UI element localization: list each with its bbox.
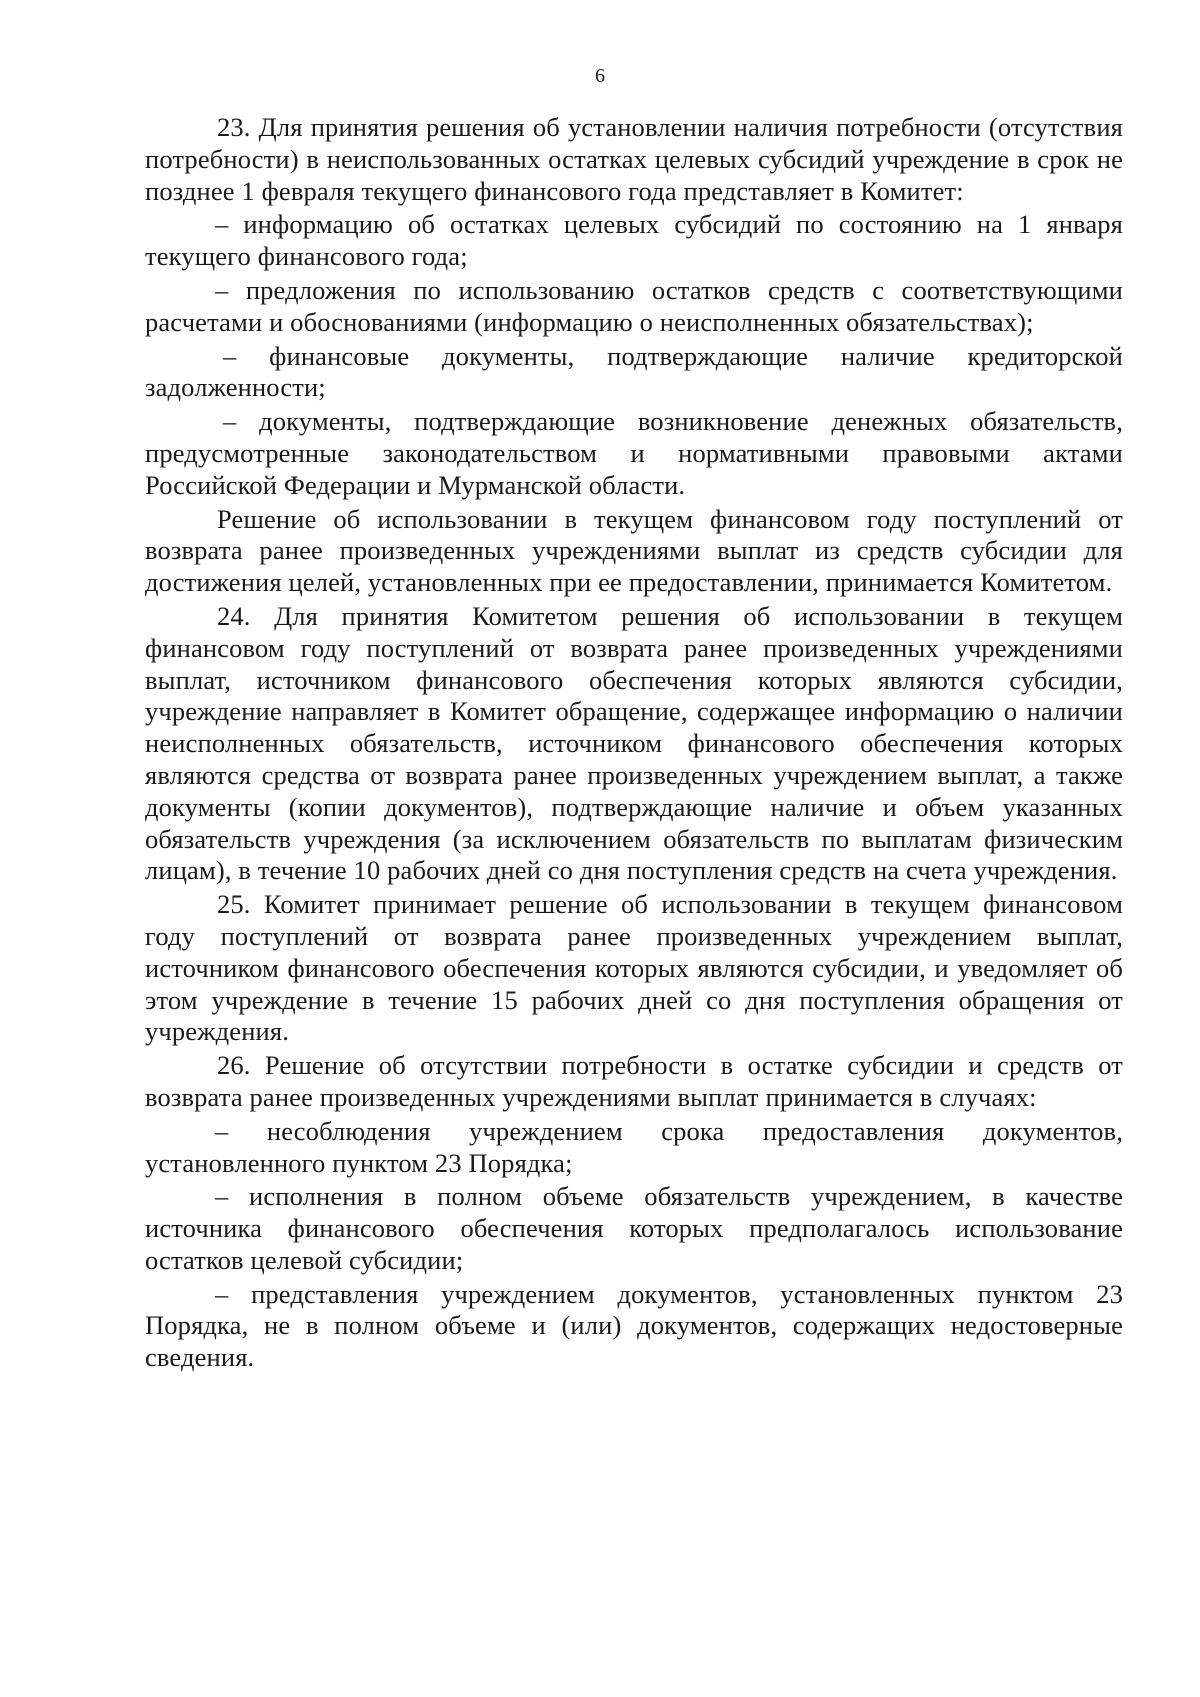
paragraph-24: 24. Для принятия Комитетом решения об использовании в текущем финансовом году поступлений от возврата ранее произведенных учреждениями выплат, источником финансового обеспечения которых являются субсидии, учреждение направляет в Комитет обращение, содержащее информацию о наличии неисполненных обязательств, источником финансового обеспечения которых являются средства от возврата ранее произведенных учреждением выплат, а также документы (копии документов), подтверждающие наличие и объем указанных обязательств учреждения (за исключением обязательств по выплатам физическим лицам), в течение 10 рабочих дней со дня поступления средств на счета учреждения.	[145, 600, 1123, 886]
paragraph-23-list-item: – информацию об остатках целевых субсидий по состоянию на 1 января текущего финансового года;	[145, 209, 1123, 272]
paragraph-26-list-item: – исполнения в полном объеме обязательств учреждением, в качестве источника финансового обеспечения которых предполагалось использование остатков целевой субсидии;	[145, 1181, 1123, 1275]
paragraph-23-list-item: – предложения по использованию остатков средств с соответствующими расчетами и обоснованиями (информацию о неисполненных обязательствах);	[145, 274, 1123, 337]
paragraph-26-intro: 26. Решение об отсутствии потребности в остатке субсидии и средств от возврата ранее произведенных учреждениями выплат принимается в случаях:	[145, 1050, 1123, 1112]
paragraph-25: 25. Комитет принимает решение об использовании в текущем финансовом году поступлений от возврата ранее произведенных учреждением выплат, источником финансового обеспечения которых являются субсидии, и уведомляет об этом учреждение в течение 15 рабочих дней со дня поступления обращения от учреждения.	[145, 889, 1123, 1047]
paragraph-23-intro: 23. Для принятия решения об установлении наличия потребности (отсутствия потребности) в неиспользованных остатках целевых субсидий учреждение в срок не позднее 1 февраля текущего финансового года представляет в Комитет:	[145, 112, 1123, 206]
paragraph-23-list-item: – финансовые документы, подтверждающие наличие кредиторской задолженности;	[145, 340, 1123, 403]
page-number: 6	[595, 65, 605, 87]
document-body	[145, 112, 1123, 1376]
paragraph-23-decision: Решение об использовании в текущем финансовом году поступлений от возврата ранее произведенных учреждениями выплат из средств субсидии для достижения целей, установленных при ее предоставлении, принимается Комитетом.	[145, 503, 1123, 598]
paragraph-26-list-item: – несоблюдения учреждением срока предоставления документов, установленного пунктом 23 Порядка;	[145, 1115, 1123, 1178]
paragraph-23-list-item: – документы, подтверждающие возникновение денежных обязательств, предусмотренные законодательством и нормативными правовыми актами Российской Федерации и Мурманской области.	[145, 406, 1123, 500]
paragraph-26-list-item: – представления учреждением документов, установленных пунктом 23 Порядка, не в полном объеме и (или) документов, содержащих недостоверные сведения.	[145, 1278, 1123, 1373]
